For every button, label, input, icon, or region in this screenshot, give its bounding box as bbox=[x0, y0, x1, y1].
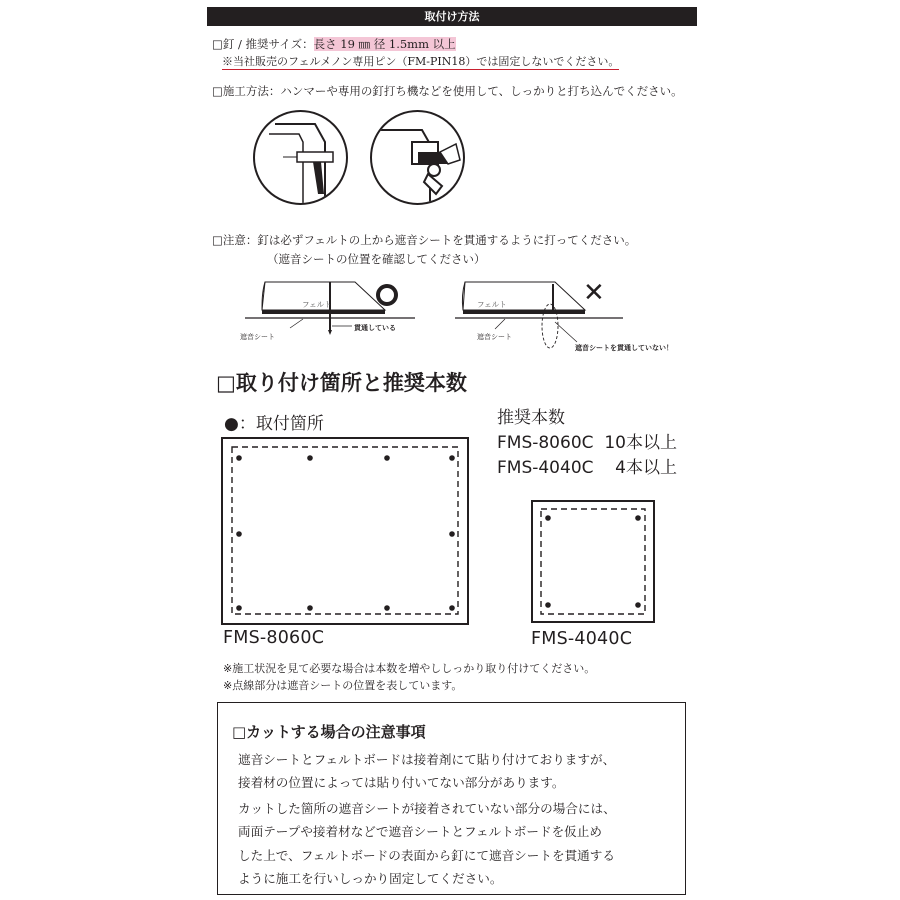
large-panel-svg bbox=[221, 437, 469, 625]
nail-gun-icon bbox=[372, 112, 463, 203]
caution-line-1: □注意：釘は必ずフェルトの上から遮音シートを貫通するように打ってください。 bbox=[212, 233, 637, 247]
rec-row-2-model: FMS-4040C bbox=[497, 458, 594, 478]
cut-caution-line-1: 遮音シートとフェルトボードは接着剤にて貼り付けておりますが、 bbox=[238, 752, 616, 767]
rec-row-1-count: 10本以上 bbox=[604, 433, 677, 453]
nail-size-line bbox=[212, 36, 456, 52]
cut-caution-title: □カットする場合の注意事項 bbox=[232, 723, 426, 741]
diagram-correct bbox=[240, 272, 440, 341]
placement-note-2: ※点線部分は遮音シートの位置を表しています。 bbox=[223, 679, 463, 692]
cut-caution-line-2: 接着材の位置によっては貼り付いてない部分があります。 bbox=[238, 775, 565, 790]
incorrect-mark-icon: ✕ bbox=[583, 278, 605, 308]
cut-caution-line-5: した上で、フェルトボードの表面から釘にて遮音シートを貫通する bbox=[238, 848, 615, 863]
hammer-icon bbox=[255, 112, 346, 203]
method-text: □施工方法：ハンマーや専用の釘打ち機などを使用して、しっかりと打ち込んでください。 bbox=[212, 84, 683, 98]
placement-heading: □取り付け箇所と推奨本数 bbox=[216, 371, 467, 395]
sheet-label-ok: 遮音シート bbox=[240, 333, 275, 341]
rec-row-1-model: FMS-8060C bbox=[497, 433, 594, 453]
rec-row-2-count: 4本以上 bbox=[615, 458, 677, 478]
felt-cross-section-ok bbox=[240, 272, 440, 338]
sheet-label-ng: 遮音シート bbox=[477, 333, 512, 341]
small-panel-svg bbox=[531, 500, 655, 623]
cut-caution-box bbox=[217, 702, 686, 895]
cut-caution-line-4: 両面テープや接着材などで遮音シートとフェルトボードを仮止め bbox=[238, 824, 602, 839]
hammer-illustration bbox=[253, 110, 348, 205]
not-pierced-label: 遮音シートを貫通していない！ bbox=[575, 344, 673, 352]
rec-row-1 bbox=[497, 428, 677, 453]
nail-size-value: 長さ 19 ㎜ 径 1.5mm 以上 bbox=[313, 37, 456, 51]
section-header: 取付け方法 bbox=[207, 7, 697, 26]
small-panel-diagram bbox=[531, 500, 655, 623]
nailer-illustration bbox=[370, 110, 465, 205]
placement-note-1: ※施工状況を見て必要な場合は本数を増やししっかり取り付けてください。 bbox=[223, 662, 596, 675]
caution-line-2: （遮音シートの位置を確認してください） bbox=[267, 252, 486, 266]
felt-label-ng: フェルト bbox=[477, 300, 507, 309]
large-panel-diagram bbox=[221, 437, 469, 625]
pierced-label: 貫通している bbox=[354, 324, 396, 332]
cut-caution-line-6: ように施工を行いしっかり固定してください。 bbox=[238, 871, 503, 886]
recommended-title: 推奨本数 bbox=[497, 408, 565, 428]
correct-mark-icon bbox=[376, 284, 398, 306]
placement-legend: ●：取付箇所 bbox=[224, 414, 324, 434]
felt-label-ok: フェルト bbox=[302, 300, 332, 309]
rec-row-2 bbox=[497, 453, 677, 478]
large-panel-label: FMS-8060C bbox=[223, 628, 325, 648]
nail-size-note: ※当社販売のフェルメノン専用ピン（FM-PIN18）では固定しないでください。 bbox=[222, 55, 620, 68]
diagram-incorrect bbox=[455, 272, 695, 357]
nail-size-label: □釘 / 推奨サイズ： bbox=[212, 37, 314, 51]
cut-caution-line-3: カットした箇所の遮音シートが接着されていない部分の場合には、 bbox=[238, 801, 616, 816]
small-panel-label: FMS-4040C bbox=[531, 629, 633, 649]
